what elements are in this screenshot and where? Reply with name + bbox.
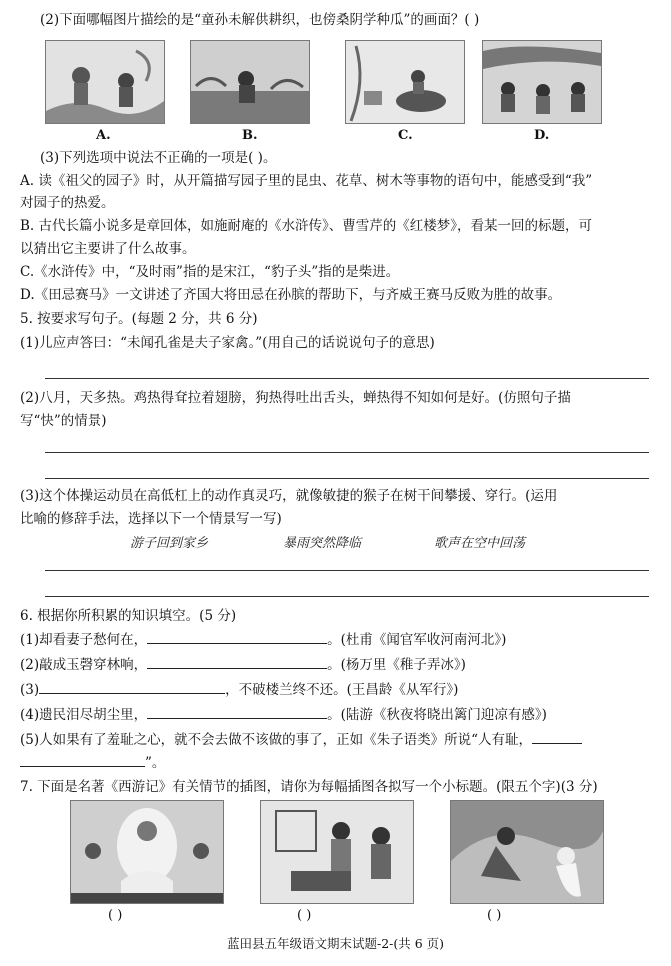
- q5-sentence-2-line2: 写“快”的情景): [20, 413, 107, 429]
- q6-row-2: [20, 654, 651, 675]
- q6-row-4-prefix: (4)遗民泪尽胡尘里，: [20, 707, 148, 723]
- option-a-label: A.: [96, 128, 111, 143]
- q5-sentence-2-line1: (2)八月，天多热。鸡热得耷拉着翅膀，狗热得吐出舌头，蝉热得不知如何是好。(仿照句子描: [20, 390, 571, 406]
- page-footer: 蓝田县五年级语文期末试题-2-(共 6 页): [226, 936, 445, 951]
- q6-row-1: [20, 629, 651, 650]
- q5-sentence-3-line1: (3)这个体操运动员在高低杠上的动作真灵巧，就像敏捷的猴子在树干间攀援、穿行。(运用: [20, 488, 558, 504]
- q6-row-4-suffix: 。(陆游《秋夜将晓出篱门迎凉有感》): [327, 707, 547, 723]
- q4-3-stem: (3)下列选项中说法不正确的一项是( )。: [40, 150, 277, 166]
- answer-line[interactable]: [45, 478, 649, 479]
- q6-row-1-prefix: (1)却看妻子愁何在，: [20, 632, 148, 648]
- option-d-label: D.: [534, 128, 550, 143]
- fill-blank[interactable]: [532, 729, 582, 744]
- q4-2-stem: (2)下面哪幅图片描绘的是“童孙未解供耕织，也傍桑阴学种瓜”的画面？( ): [40, 12, 480, 28]
- q6-row-2-prefix: (2)敲成玉磬穿林响，: [20, 657, 148, 673]
- scenario-option-2: 暴雨突然降临: [283, 536, 362, 551]
- fill-blank[interactable]: [20, 752, 145, 767]
- q4-3-option-a-line2: 对园子的热爱。: [20, 195, 115, 211]
- option-b-label: B.: [242, 128, 258, 143]
- q5-sentence-3-line2: 比喻的修辞手法，选择以下一个情景写一写): [20, 511, 282, 527]
- q4-3-option-d: D.《田忌赛马》一文讲述了齐国大将田忌在孙膑的帮助下，与齐威王赛马反败为胜的故事。: [20, 287, 562, 303]
- q6-row-5: [20, 729, 651, 750]
- caption-blank-3[interactable]: ( ): [487, 908, 502, 923]
- q6-row-3-prefix: (3): [20, 682, 40, 698]
- q4-3-option-a-line1: A. 读《祖父的园子》时，从开篇描写园子里的昆虫、花草、树木等事物的语句中，能感受到“我”: [20, 173, 593, 189]
- answer-line[interactable]: [45, 452, 649, 453]
- q7-title: 7. 下面是名著《西游记》有关情节的插图，请你为每幅插图各拟写一个小标题。(限五个字)(3 分): [20, 779, 598, 795]
- q6-row-5-cont: [20, 752, 651, 773]
- illustration-palace-scene-icon: [260, 800, 414, 904]
- answer-line[interactable]: [45, 570, 649, 571]
- fill-blank[interactable]: [147, 704, 327, 719]
- q6-row-3: [20, 679, 651, 700]
- illustration-flying-scene-icon: [450, 800, 604, 904]
- answer-line[interactable]: [45, 378, 649, 379]
- q6-row-3-suffix: ，不破楼兰终不还。(王昌龄《从军行》): [225, 682, 459, 698]
- q6-row-1-suffix: 。(杜甫《闻官军收河南河北》): [327, 632, 507, 648]
- illustration-children-planting-icon: [482, 40, 602, 124]
- q5-title: 5. 按要求写句子。(每题 2 分，共 6 分): [20, 311, 258, 327]
- illustration-children-by-rock-icon: [45, 40, 165, 124]
- illustration-buddha-scene-icon: [70, 800, 224, 904]
- caption-blank-1[interactable]: ( ): [108, 908, 123, 923]
- q5-sentence-1: (1)儿应声答曰：“未闻孔雀是夫子家禽。”(用自己的话说说句子的意思): [20, 335, 435, 351]
- q6-row-2-suffix: 。(杨万里《稚子弄冰》): [327, 657, 466, 673]
- caption-blank-2[interactable]: ( ): [297, 908, 312, 923]
- answer-line[interactable]: [45, 596, 649, 597]
- q4-3-option-b-line2: 以猜出它主要讲了什么故事。: [20, 241, 196, 257]
- q6-row-5-text: (5)人如果有了羞耻之心，就不会去做不该做的事了，正如《朱子语类》所说“人有耻，: [20, 732, 533, 748]
- fill-blank[interactable]: [39, 679, 225, 694]
- q6-row-4: [20, 704, 651, 725]
- q6-row-5-end: ”。: [145, 755, 166, 771]
- scenario-option-1: 游子回到家乡: [130, 536, 209, 551]
- fill-blank[interactable]: [147, 654, 327, 669]
- q4-3-option-c: C.《水浒传》中，“及时雨”指的是宋江，“豹子头”指的是柴进。: [20, 264, 400, 280]
- option-c-label: C.: [398, 128, 413, 143]
- illustration-child-on-ox-icon: [345, 40, 465, 124]
- scenario-option-3: 歌声在空中回荡: [434, 536, 526, 551]
- q4-3-option-b-line1: B. 古代长篇小说多是章回体，如施耐庵的《水浒传》、曹雪芹的《红楼梦》，看某一回的标题，可: [20, 218, 593, 234]
- illustration-child-in-field-icon: [190, 40, 310, 124]
- q6-title: 6. 根据你所积累的知识填空。(5 分): [20, 608, 237, 624]
- fill-blank[interactable]: [147, 629, 327, 644]
